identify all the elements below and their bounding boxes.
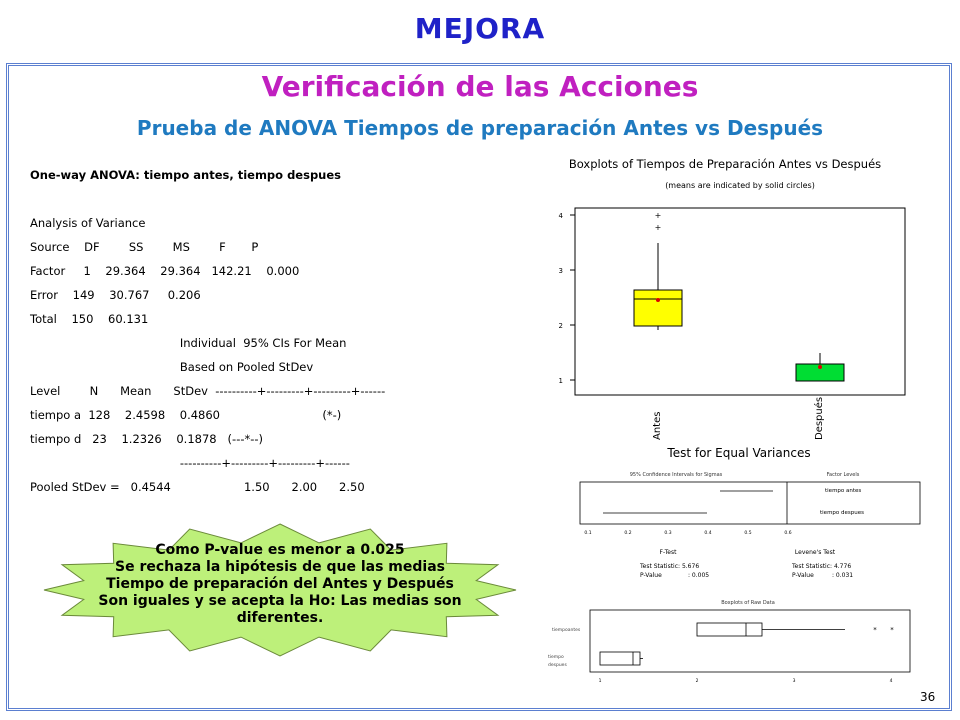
- raw-box-x-axis: [599, 678, 893, 684]
- box-despues: [796, 353, 844, 381]
- charts-svg: [530, 150, 950, 700]
- page-subtitle: Prueba de ANOVA Tiempos de preparación Antes vs Después: [136, 116, 824, 140]
- outlier-mark: +: [654, 223, 662, 232]
- x-tick-label: 0.3: [664, 531, 672, 536]
- ftest-name: F-Test: [659, 549, 677, 556]
- outlier-mark: *: [890, 626, 894, 634]
- x-tick-label: 0.2: [624, 531, 632, 536]
- anova-line: Pooled StDev = 0.4544 1.50 2.00 2.50: [30, 480, 365, 494]
- raw-box-antes: [697, 623, 894, 636]
- ci-label: 95% Confidence Intervals for Sigmas: [629, 472, 723, 478]
- ci-frame: [580, 482, 920, 524]
- raw-box-label: despues: [548, 663, 567, 668]
- anova-line: Total 150 60.131: [30, 312, 149, 326]
- category-label-despues: Después: [814, 396, 825, 440]
- outlier-mark: *: [873, 626, 877, 634]
- levene-name: Levene's Test: [794, 549, 836, 556]
- factor-level: tiempo antes: [825, 488, 862, 494]
- anova-line: ----------+---------+---------+------: [30, 456, 350, 470]
- anova-heading: One-way ANOVA: tiempo antes, tiempo despues: [30, 168, 342, 182]
- boxplot-frame: [575, 208, 905, 395]
- section-title: MEJORA: [414, 12, 546, 45]
- callout-line: Tiempo de preparación del Antes y Después: [106, 576, 454, 592]
- levene-p-value: : 0.031: [832, 572, 854, 579]
- raw-box-despues: [600, 652, 643, 665]
- equal-var-title: Test for Equal Variances: [667, 446, 811, 460]
- anova-line: tiempo d 23 1.2326 0.1878 (---*--): [30, 432, 264, 446]
- anova-line: Based on Pooled StDev: [30, 360, 314, 374]
- ftest-p-label: P-Value: [640, 572, 662, 579]
- y-tick-label: 4: [558, 212, 563, 220]
- raw-box-title: Boxplots of Raw Data: [721, 600, 775, 606]
- ftest-p-value: : 0.005: [688, 572, 710, 579]
- page-title: Verificación de las Acciones: [261, 70, 699, 103]
- x-tick-label: 0.4: [704, 531, 712, 536]
- y-tick-label: 1: [558, 377, 563, 385]
- anova-line: Analysis of Variance: [30, 216, 146, 230]
- x-tick-label: 2: [695, 679, 699, 684]
- page-number: 36: [920, 690, 936, 704]
- anova-line: Error 149 30.767 0.206: [30, 288, 201, 302]
- factor-label: Factor Levels: [826, 472, 860, 478]
- box-antes: [634, 211, 682, 330]
- x-tick-label: 0.6: [784, 531, 792, 536]
- raw-box-frame: [590, 610, 910, 672]
- anova-line: Level N Mean StDev ----------+---------+---------+------: [30, 384, 386, 398]
- outlier-mark: +: [654, 211, 662, 220]
- category-label-antes: Antes: [652, 411, 663, 440]
- levene-stat: Test Statistic: 4.776: [792, 563, 852, 570]
- callout-line: Se rechaza la hipótesis de que las medias: [115, 559, 445, 575]
- charts-panel: [530, 150, 950, 700]
- ftest-stat: Test Statistic: 5.676: [640, 563, 700, 570]
- anova-line: tiempo a 128 2.4598 0.4860 (*-): [30, 408, 342, 422]
- x-tick-label: 0.5: [744, 531, 752, 536]
- callout-text: [70, 542, 490, 627]
- x-tick-label: 3: [792, 679, 796, 684]
- x-tick-label: 0.1: [584, 531, 592, 536]
- callout-line: Son iguales y se acepta la Ho: Las medias son: [98, 593, 462, 609]
- levene-p-label: P-Value: [792, 572, 814, 579]
- anova-line: Individual 95% CIs For Mean: [30, 336, 347, 350]
- y-tick-label: 2: [558, 322, 563, 330]
- boxplot-title: Boxplots of Tiempos de Preparación Antes vs Después: [568, 157, 882, 171]
- factor-level: tiempo despues: [820, 510, 864, 516]
- raw-box-label: tiempo: [548, 655, 564, 660]
- ci-x-axis: [584, 530, 791, 536]
- boxplot-y-axis: [559, 212, 575, 385]
- raw-box-label: tiempoantes: [552, 628, 581, 633]
- callout-line: diferentes.: [236, 610, 324, 626]
- y-tick-label: 3: [558, 267, 563, 275]
- conclusion-callout: [30, 520, 530, 660]
- boxplot-note: (means are indicated by solid circles): [665, 181, 815, 190]
- x-tick-label: 4: [889, 679, 893, 684]
- callout-line: Como P-value es menor a 0.025: [155, 542, 405, 558]
- anova-line: Source DF SS MS F P: [30, 240, 259, 254]
- x-tick-label: 1: [598, 679, 602, 684]
- anova-line: Factor 1 29.364 29.364 142.21 0.000: [30, 264, 300, 278]
